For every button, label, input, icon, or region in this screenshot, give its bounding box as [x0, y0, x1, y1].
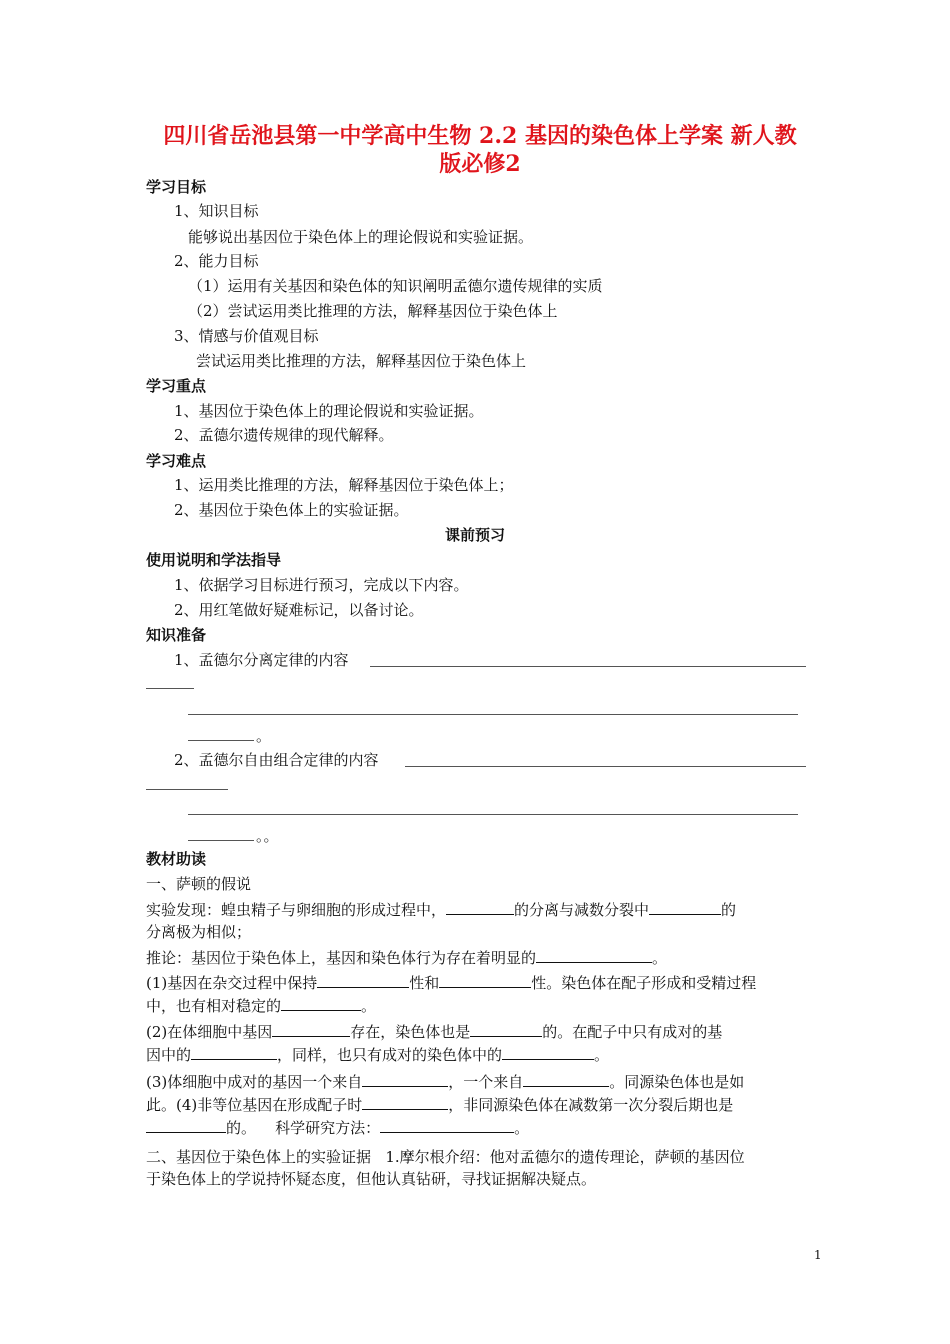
goal-3-text: 尝试运用类比推理的方法，解释基因位于染色体上	[196, 352, 527, 370]
document-title-cont: 版必修2	[439, 151, 521, 177]
paragraph-experiment: 实验发现：蝗虫精子与卵细胞的形成过程中， 的分离与减数分裂中 的 分离极为相似；	[146, 898, 806, 943]
goal-2-b: （2）尝试运用类比推理的方法，解释基因位于染色体上	[188, 302, 558, 320]
prep-heading: 知识准备	[146, 626, 207, 644]
section-1-heading: 一、萨顿的假说	[146, 875, 252, 893]
prep-1: 1、孟德尔分离定律的内容	[174, 651, 349, 669]
difficulty-heading: 学习难点	[146, 452, 207, 470]
blank-line	[146, 688, 194, 689]
blank-line	[188, 740, 254, 741]
blank-line	[370, 666, 806, 667]
paragraph-point-2: (2)在体细胞中基因 存在，染色体也是 的。在配子中只有成对的基 因中的 ，同样，也只有成对的染色体中的 。	[146, 1020, 806, 1066]
prep-2: 2、孟德尔自由组合定律的内容	[174, 751, 379, 769]
key-1: 1、基因位于染色体上的理论假说和实验证据。	[174, 402, 484, 420]
blank-line	[188, 814, 798, 815]
difficulty-1: 1、运用类比推理的方法，解释基因位于染色体上；	[174, 476, 514, 494]
prep-2-end: 。。	[256, 827, 279, 845]
paragraph-point-3-4: (3)体细胞中成对的基因一个来自 ，一个来自 。同源染色体也是如 此。(4)非等位基因在形成配子时 ，非同源染色体在减数第一次分裂后期也是 的。 科学研究方法： 。	[146, 1070, 806, 1139]
goal-1: 1、知识目标	[174, 202, 259, 220]
paragraph-inference: 推论：基因位于染色体上，基因和染色体行为存在着明显的 。	[146, 946, 806, 969]
key-2: 2、孟德尔遗传规律的现代解释。	[174, 426, 394, 444]
goal-1-text: 能够说出基因位于染色体上的理论假说和实验证据。	[188, 228, 534, 246]
key-heading: 学习重点	[146, 377, 207, 395]
goal-2: 2、能力目标	[174, 252, 259, 270]
paragraph-point-1: (1)基因在杂交过程中保持 性和 性。染色体在配子形成和受精过程 中，也有相对稳定的 。	[146, 971, 806, 1017]
blank-line	[405, 766, 806, 767]
goals-heading: 学习目标	[146, 178, 207, 196]
guide-2: 2、用红笔做好疑难标记，以备讨论。	[174, 601, 424, 619]
blank-line	[146, 789, 228, 790]
guide-1: 1、依据学习目标进行预习，完成以下内容。	[174, 576, 469, 594]
guide-heading: 使用说明和学法指导	[146, 551, 282, 569]
section-2-paragraph: 二、基因位于染色体上的实验证据 1.摩尔根介绍：他对孟德尔的遗传理论，萨顿的基因位 于染色体上的学说持怀疑态度，但他认真钻研，寻找证据解决疑点。	[146, 1148, 745, 1188]
goal-2-a: （1）运用有关基因和染色体的知识阐明孟德尔遗传规律的实质	[188, 277, 603, 295]
preview-heading: 课前预习	[444, 526, 505, 544]
document-title: 四川省岳池县第一中学高中生物 2.2 基因的染色体上学案 新人教	[163, 123, 797, 149]
goal-3: 3、情感与价值观目标	[174, 327, 319, 345]
difficulty-2: 2、基因位于染色体上的实验证据。	[174, 501, 409, 519]
page-number: 1	[814, 1248, 822, 1262]
reading-heading: 教材助读	[146, 850, 207, 868]
blank-line	[188, 714, 798, 715]
prep-1-end: 。	[256, 727, 272, 745]
blank-line	[188, 840, 254, 841]
